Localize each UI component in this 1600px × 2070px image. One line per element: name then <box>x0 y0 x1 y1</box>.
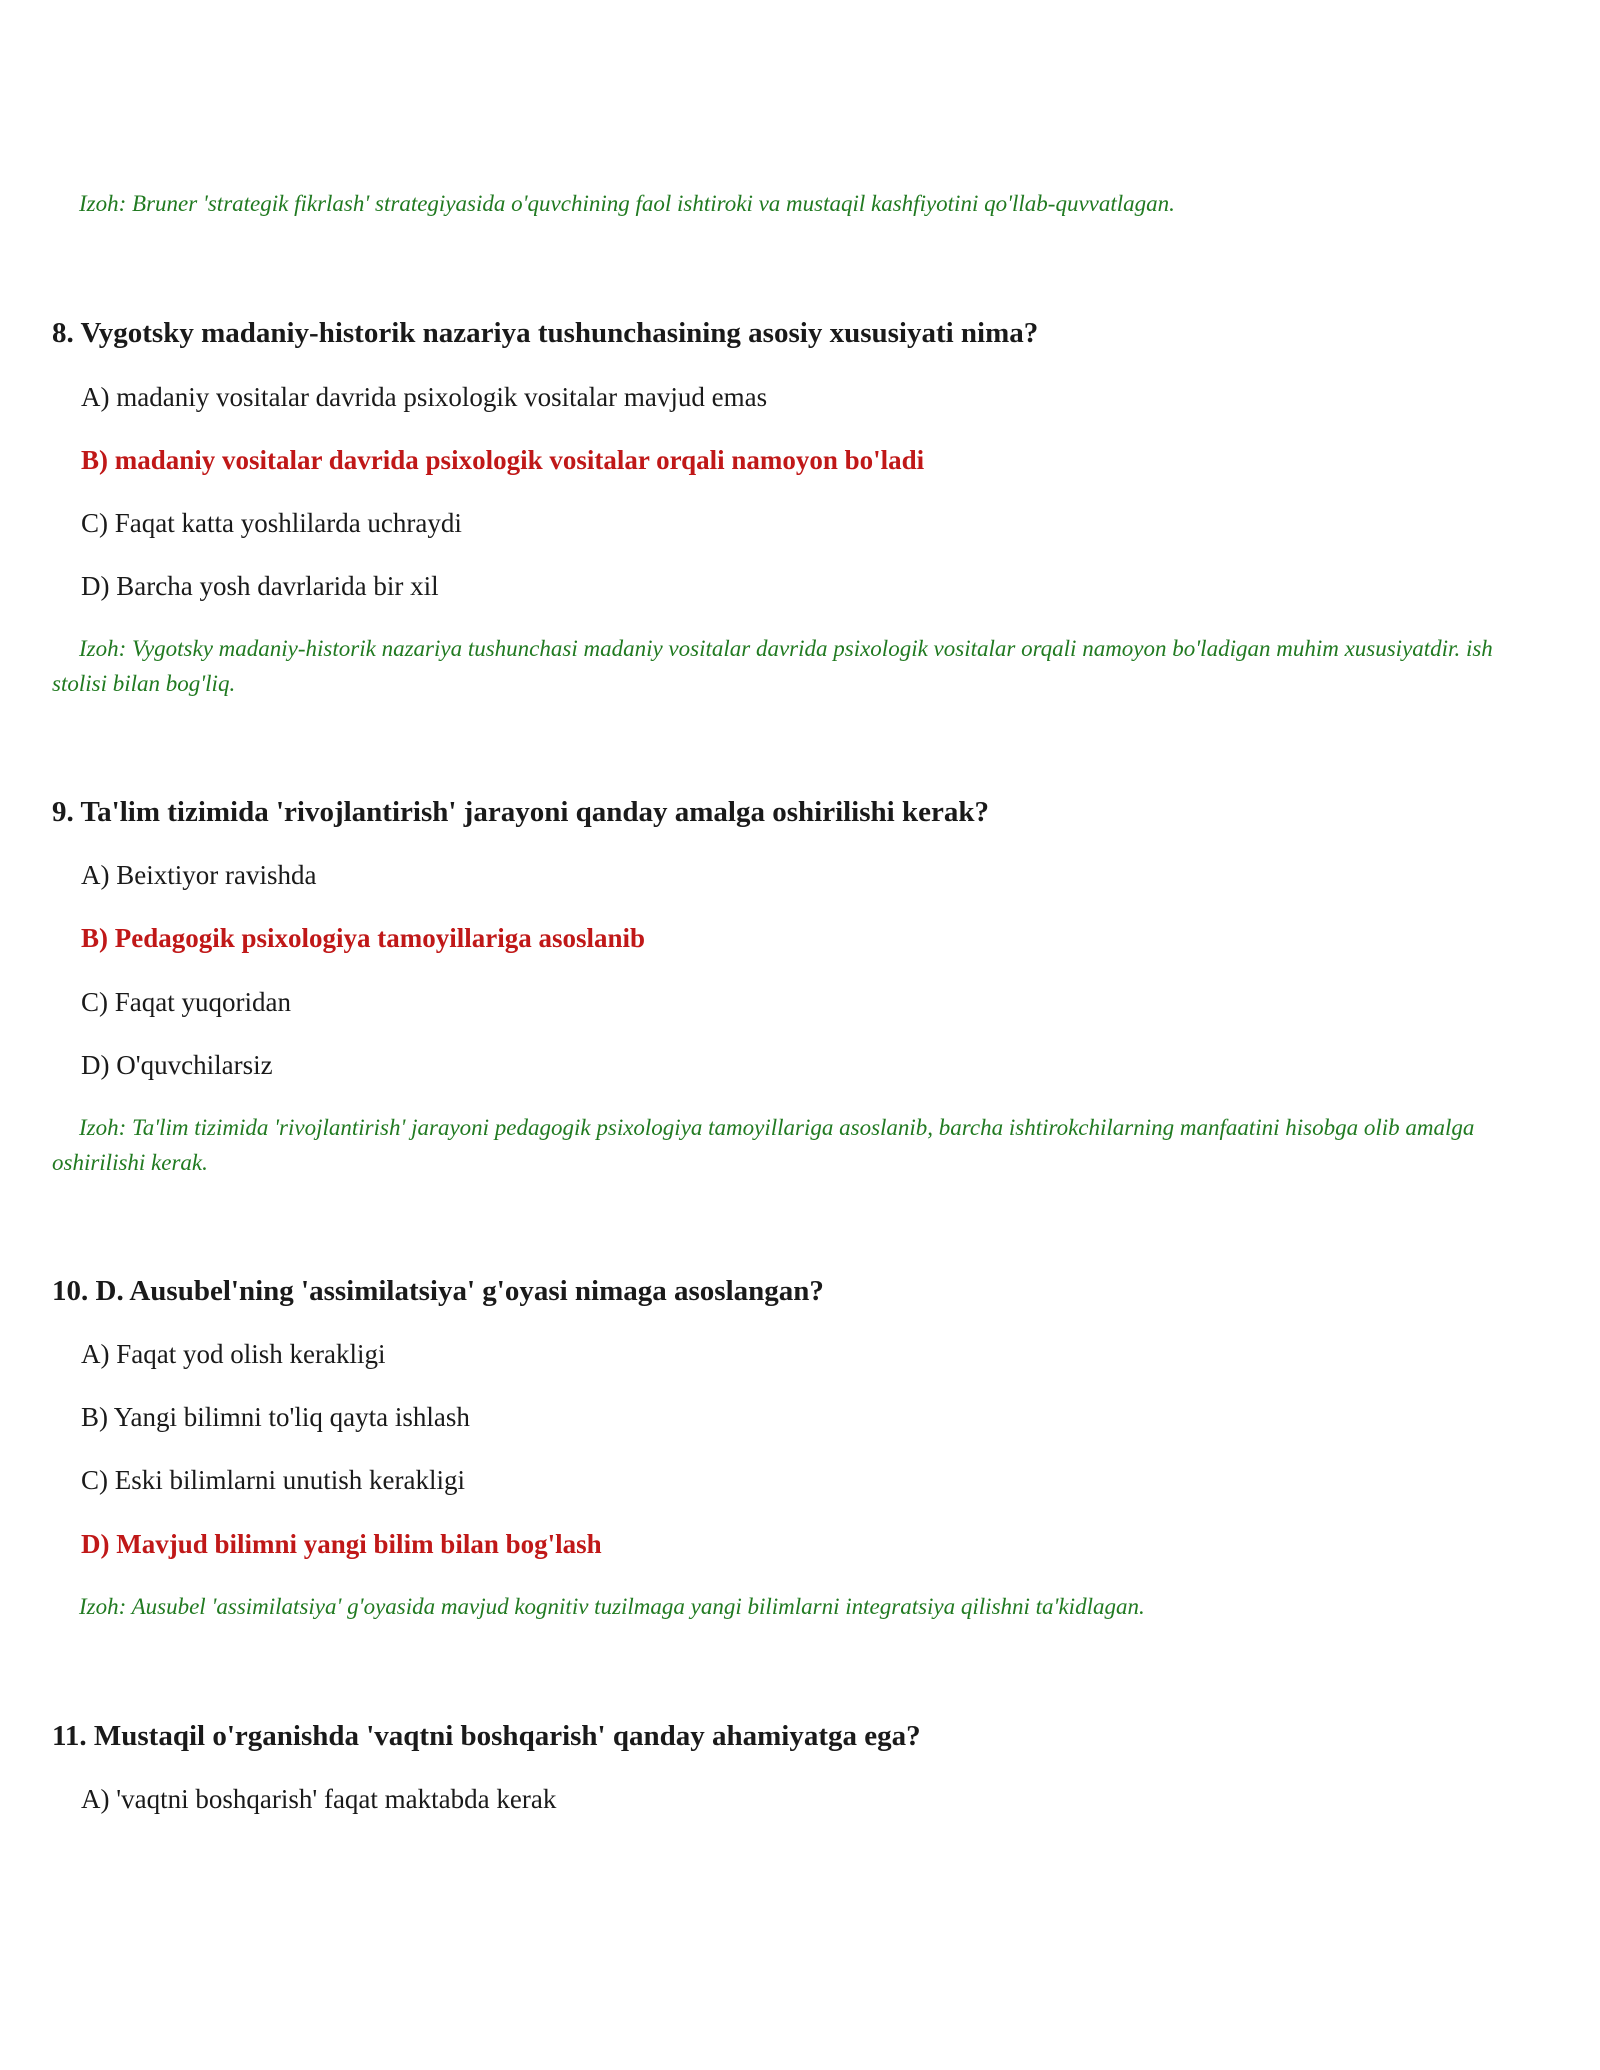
question-10-option-c: C) Eski bilimlarni unutish kerakligi <box>81 1465 465 1495</box>
question-8-option-d: D) Barcha yosh davrlarida bir xil <box>81 571 439 601</box>
question-8-option-b-correct: B) madaniy vositalar davrida psixologik vositalar orqali namoyon bo'ladi <box>81 445 925 475</box>
question-10-title: 10. D. Ausubel'ning 'assimilatsiya' g'oyasi nimaga asoslangan? <box>52 1275 824 1307</box>
question-11-option-a: A) 'vaqtni boshqarish' faqat maktabda kerak <box>81 1784 557 1814</box>
question-9-option-c: C) Faqat yuqoridan <box>81 987 291 1017</box>
question-8-option-c: C) Faqat katta yoshlilarda uchraydi <box>81 508 462 538</box>
question-8-explanation: Izoh: Vygotsky madaniy-historik nazariya tushunchasi madaniy vositalar davrida psixologik vositalar orqali namoyon bo'ladigan muhim xususiyatdir. ish stolisi bilan bog'liq. <box>52 636 1493 696</box>
question-8-title: 8. Vygotsky madaniy-historik nazariya tushunchasining asosiy xususiyati nima? <box>52 317 1039 349</box>
question-10-option-b: B) Yangi bilimni to'liq qayta ishlash <box>81 1402 470 1432</box>
question-9-option-a: A) Beixtiyor ravishda <box>81 860 317 890</box>
question-9-explanation: Izoh: Ta'lim tizimida 'rivojlantirish' jarayoni pedagogik psixologiya tamoyillariga asoslanib, barcha ishtirokchilarning manfaatini hisobga olib amalga oshirilishi kerak. <box>52 1115 1475 1175</box>
question-9-title: 9. Ta'lim tizimida 'rivojlantirish' jarayoni qanday amalga oshirilishi kerak? <box>52 796 989 828</box>
question-10-option-a: A) Faqat yod olish kerakligi <box>81 1339 386 1369</box>
question-8-option-a: A) madaniy vositalar davrida psixologik vositalar mavjud emas <box>81 382 768 412</box>
question-9-option-d: D) O'quvchilarsiz <box>81 1050 273 1080</box>
question-10-option-d-correct: D) Mavjud bilimni yangi bilim bilan bog'lash <box>81 1529 602 1559</box>
question-9-option-b-correct: B) Pedagogik psixologiya tamoyillariga asoslanib <box>81 923 646 953</box>
question-11-title: 11. Mustaqil o'rganishda 'vaqtni boshqarish' qanday ahamiyatga ega? <box>52 1720 921 1752</box>
explanation-note: Izoh: Bruner 'strategik fikrlash' strategiyasida o'quvchining faol ishtiroki va mustaqil kashfiyotini qo'llab-quvvatlagan. <box>79 191 1175 216</box>
question-10-explanation: Izoh: Ausubel 'assimilatsiya' g'oyasida mavjud kognitiv tuzilmaga yangi bilimlarni integratsiya qilishni ta'kidlagan. <box>79 1594 1145 1619</box>
